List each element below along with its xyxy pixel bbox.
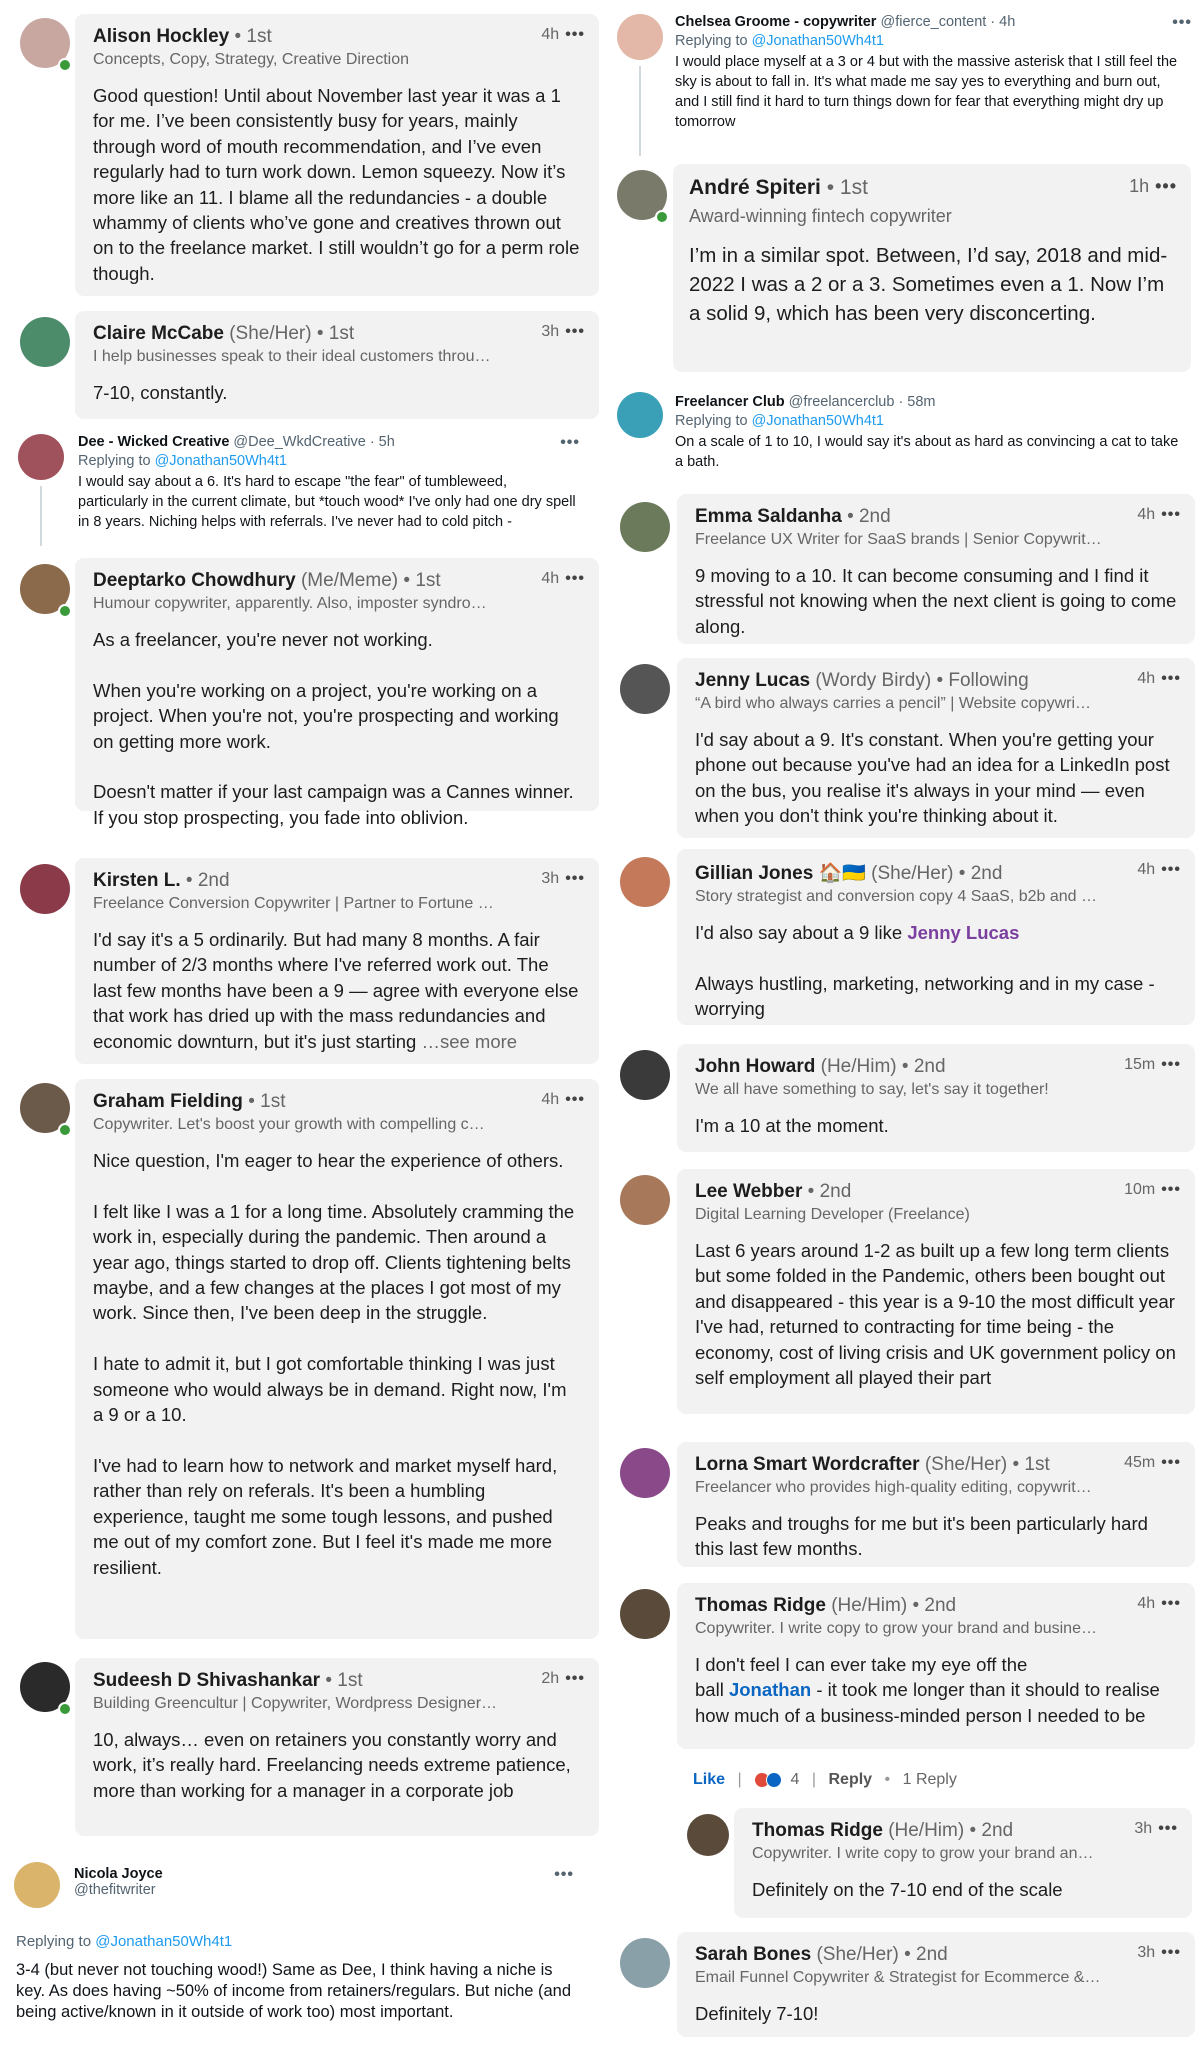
author-name[interactable]: Deeptarko Chowdhury [93,570,296,591]
comment-bubble [75,14,599,296]
more-options-icon[interactable]: ••• [565,323,585,340]
more-options-icon[interactable]: ••• [565,1670,585,1687]
comment-sudeesh [20,1662,585,1837]
avatar[interactable] [620,1938,670,1988]
replying-label: Replying to [675,413,748,429]
author-name[interactable]: Sarah Bones [695,1944,812,1965]
more-options-icon[interactable]: ••• [1161,1595,1181,1612]
reply-mention[interactable]: @Jonathan50Wh4t1 [751,33,884,49]
mention-link[interactable]: Jonathan [728,1679,812,1701]
pronouns: (He/Him) [820,1056,897,1077]
timestamp: 4h [541,1091,560,1108]
divider: | [811,1771,817,1788]
comment-text: Good question! Until about November last year it was a 1 for me. I’ve been consistently busy for years, mainly through word of mouth recommendation, and I’ve even regularly had to turn work down. Lemon squeezy. Now it’s more like an 11. I blame all the redundancies - a double whammy of clients who’ve gone and creatives thrown out on to the freelance market. I still wouldn’t go for a perm role though. [93,85,580,284]
timestamp: 15m [1124,1056,1156,1073]
comment-john-howard [620,1050,1195,1150]
avatar[interactable] [620,1050,670,1100]
author-handle: @fierce_content · 4h [880,14,1016,30]
more-options-icon[interactable]: ••• [1161,1454,1181,1471]
more-options-icon[interactable]: ••• [565,570,585,587]
comment-lee-webber [620,1175,1195,1415]
comment-bubble [677,1044,1195,1152]
comment-text-part: Always hustling, marketing, networking and in my case - worrying [695,972,1155,1020]
pronouns: (He/Him) [888,1820,965,1841]
connection-degree: • 1st [325,1670,363,1691]
comment-text: 7-10, constantly. [93,382,228,403]
author-name[interactable]: Lee Webber [695,1181,803,1202]
author-headline: “A bird who always carries a pencil” | Website copywri… [695,695,1091,712]
online-status-icon [58,1702,72,1716]
comment-text: Definitely on the 7-10 end of the scale [752,1879,1063,1900]
like-button[interactable]: Like [693,1771,726,1788]
online-status-icon [58,604,72,618]
pronouns: (She/Her) [816,1944,899,1965]
author-name[interactable]: Thomas Ridge [695,1595,826,1616]
tweet-freelancer-club [617,392,1192,472]
author-headline: I help businesses speak to their ideal customers throu… [93,348,491,365]
comment-text: I'm a 10 at the moment. [695,1115,889,1136]
comment-bubble [677,849,1195,1025]
tweet-dee [18,434,580,544]
online-status-icon [655,210,669,224]
author-headline: Building Greencultur | Copywriter, Wordpress Designer… [93,1695,498,1712]
author-name[interactable]: Graham Fielding [93,1091,243,1112]
more-options-icon[interactable]: ••• [1161,861,1181,878]
avatar[interactable] [620,664,670,714]
author-name[interactable]: Kirsten L. [93,870,181,891]
connection-degree: • 2nd [969,1820,1014,1841]
comment-text: 9 moving to a 10. It can become consuming and I find it stressful not knowing when the next client is going to come along. [695,565,1177,637]
more-options-icon[interactable]: ••• [1161,506,1181,523]
comment-jenny [620,664,1195,839]
tweet-chelsea [617,14,1192,154]
avatar[interactable] [620,857,670,907]
comment-bubble [75,558,599,828]
comment-text: Peaks and troughs for me but it's been particularly hard this last few months. [695,1513,1148,1560]
avatar[interactable] [617,14,663,60]
author-headline: Freelance Conversion Copywriter | Partner to Fortune … [93,895,494,912]
divider: • [884,1771,891,1788]
author-headline: Copywriter. I write copy to grow your brand an… [752,1845,1094,1862]
avatar[interactable] [620,1175,670,1225]
comment-lorna [620,1448,1195,1568]
more-options-icon[interactable]: ••• [1172,14,1192,31]
author-headline: Email Funnel Copywriter & Strategist for Ecommerce &… [695,1969,1101,1986]
author-name[interactable]: Nicola Joyce [74,1866,163,1882]
more-options-icon[interactable]: ••• [554,1866,574,1883]
comment-kirsten [20,864,585,1064]
timestamp: 4h [1137,670,1156,687]
pronouns: (She/Her) [871,863,954,884]
see-more-link[interactable]: …see more [421,1030,518,1052]
connection-degree: • 1st [826,176,868,199]
timestamp: 4h [541,26,560,43]
more-options-icon[interactable]: ••• [1161,1944,1181,1961]
tweet-text: I would say about a 6. It's hard to escape "the fear" of tumbleweed, particularly in the current climate, but *touch wood* I've only had one dry spell in 8 years. Niching helps with referrals. I've never had to cold pitch - [78,474,576,530]
author-headline: Award-winning fintech copywriter [689,206,952,226]
reply-mention[interactable]: @Jonathan50Wh4t1 [154,453,287,469]
author-handle: @freelancerclub · 58m [788,394,936,410]
author-name[interactable]: Lorna Smart Wordcrafter [695,1454,920,1475]
comment-text: As a freelancer, you're never not working. When you're working on a project, you're working on a project. When you're not, you're prospecting and working on getting more work. Doesn't matter if your last campaign was a Cannes winner. If you stop prospecting, you fade into oblivion. [93,629,574,828]
author-name[interactable]: Gillian Jones 🏠🇺🇦 [695,863,866,884]
connection-degree: • 2nd [904,1944,948,1965]
online-status-icon [58,58,72,72]
comment-emma [620,502,1195,647]
pronouns: (Me/Meme) [300,570,399,591]
connection-degree: • 2nd [807,1181,852,1202]
reply-mention[interactable]: @Jonathan50Wh4t1 [95,1933,233,1950]
comment-text: I'd say about a 9. It's constant. When you're getting your phone out because you've had an idea for a LinkedIn post on the bus, you realise it's always in your mind — even when you don't think you're thinking about it. [695,729,1170,827]
pronouns: (She/Her) [924,1454,1008,1475]
replying-label: Replying to [675,33,748,49]
reply-thomas-ridge [687,1814,1192,1919]
author-headline: We all have something to say, let's say it together! [695,1081,1049,1098]
author-name[interactable]: Chelsea Groome - copywriter [675,14,877,30]
comment-alison [20,18,585,300]
author-headline: Digital Learning Developer (Freelance) [695,1206,970,1223]
timestamp: 4h [1137,506,1156,523]
more-options-icon[interactable]: ••• [1161,670,1181,687]
comment-thomas-ridge [620,1589,1195,1788]
like-reaction-icon [766,1772,782,1788]
timestamp: 3h [541,323,560,340]
timestamp: 10m [1124,1181,1156,1198]
author-name[interactable]: John Howard [695,1056,816,1077]
connection-degree: • 2nd [847,506,891,527]
avatar[interactable] [18,434,64,480]
comment-bubble [677,494,1195,644]
tweet-text: 3-4 (but never not touching wood!) Same as Dee, I think having a niche is key. As does having ~50% of income from retainers/regulars. But niche (and being active/known in it outside of work too) most important. [16,1961,572,2021]
connection-degree: • 1st [403,570,441,591]
reply-button[interactable]: Reply [828,1771,873,1788]
author-headline: Story strategist and conversion copy 4 SaaS, b2b and … [695,888,1098,905]
comment-bubble [677,1932,1195,2037]
tweet-text: On a scale of 1 to 10, I would say it's about as hard as convincing a cat to take a bath. [675,434,1179,470]
comment-bubble [734,1808,1192,1918]
thread-line [639,66,641,156]
connection-degree: • 2nd [901,1056,946,1077]
reply-mention[interactable]: @Jonathan50Wh4t1 [751,413,884,429]
comment-bubble [75,1079,599,1639]
comment-bubble [75,858,599,1064]
author-name[interactable]: Emma Saldanha [695,506,842,527]
comment-actions [693,1771,957,1789]
author-headline: Copywriter. Let's boost your growth with compelling c… [93,1116,485,1133]
online-status-icon [58,1123,72,1137]
avatar[interactable] [687,1814,729,1856]
thread-line [40,486,42,546]
author-name[interactable]: Freelancer Club [675,394,785,410]
comment-graham [20,1083,585,1643]
author-name[interactable]: Jenny Lucas [695,670,811,691]
tweet-nicola [14,1862,584,2042]
comment-text: I’m in a similar spot. Between, I’d say, 2018 and mid-2022 I was a 2 or a 3. Sometimes even a 1. Now I’m a solid 9, which has been very disconcerting. [689,244,1168,325]
more-options-icon[interactable]: ••• [565,1091,585,1108]
comment-bubble [75,1658,599,1836]
comment-gillian [620,857,1195,1027]
comment-text-part: I don't feel I can ever take my eye off the ball [695,1654,1028,1701]
pronouns: (He/Him) [831,1595,908,1616]
divider: | [737,1771,742,1788]
comment-claire [20,317,585,417]
connection-degree: • 2nd [185,870,230,891]
connection-degree: • 1st [248,1091,286,1112]
comment-text [695,1652,1177,1728]
connection-degree: • 1st [234,26,272,47]
tweet-text: I would place myself at a 3 or 4 but with the massive asterisk that I still feel the sky is about to fall in. It's what made me say yes to everything and burn out, and I still find it hard to turn things down for fear that everything might dry up tomorrow [675,54,1178,130]
more-options-icon[interactable]: ••• [565,26,585,43]
more-options-icon[interactable]: ••• [1161,1056,1181,1073]
comment-text [93,927,581,1054]
more-options-icon[interactable]: ••• [1158,1820,1178,1837]
comment-text-content: I'd say it's a 5 ordinarily. But had many 8 months. A fair number of 2/3 months where I've referred work out. The last few months have been a 9 — agree with everyone else that work has dried up with the mass redundancies and economic downturn, but it's just starting [93,929,579,1052]
mention-link[interactable]: Jenny Lucas [907,922,1020,943]
author-headline: Freelance UX Writer for SaaS brands | Senior Copywrit… [695,531,1102,548]
timestamp: 3h [541,870,560,887]
connection-degree: • 2nd [958,863,1003,884]
comment-text: Nice question, I'm eager to hear the experience of others. I felt like I was a 1 for a long time. Absolutely cramming the work in, especially during the pandemic. Then around a year ago, things started to drop off. Clients tightening belts maybe, and a few changes at the places I got most of my work. Since then, I've been deep in the struggle. I hate to admit it, but I got comfortable thinking I was just someone who would always be in demand. Right now, I'm a 9 or a 10. I've had to learn how to network and market myself hard, rather than rely on referals. It's been a humbling experience, taught me some tough lessons, and pushed me out of my comfort zone. But I feel it's made me more resilient. [93,1150,575,1578]
avatar[interactable] [620,1589,670,1639]
author-handle: @Dee_WkdCreative · 5h [233,434,395,450]
timestamp: 2h [541,1670,560,1687]
timestamp: 4h [1137,861,1156,878]
author-name[interactable]: Thomas Ridge [752,1820,883,1841]
replying-label: Replying to [16,1933,92,1950]
replying-label: Replying to [78,453,151,469]
author-name[interactable]: Sudeesh D Shivashankar [93,1670,321,1691]
comment-text: 10, always… even on retainers you constantly worry and work, it’s really hard. Freelancing needs extreme patience, more than working for a manager in a corporate job [93,1729,571,1801]
avatar[interactable] [617,392,663,438]
comment-text-part: I'd also say about a 9 like [695,922,908,943]
pronouns: (Wordy Birdy) [815,670,932,691]
comment-text [695,920,1177,1022]
author-headline: Humour copywriter, apparently. Also, imposter syndro… [93,595,487,612]
author-name[interactable]: Dee - Wicked Creative [78,434,230,450]
more-options-icon[interactable]: ••• [560,434,580,451]
author-name[interactable]: André Spiteri [689,176,821,199]
comment-text-part: - it took me longer than it should to realise how much of a business-minded person I needed to be [695,1679,1160,1726]
comment-deeptarko [20,564,585,828]
connection-degree: • Following [936,670,1029,691]
comment-text: Last 6 years around 1-2 as built up a few long term clients but some folded in the Pandemic, others been bought out and disappeared - this year is a 9-10 the most difficult year I've had, returned to contracting for time being - the economy, cost of living crisis and UK government policy on self employment all played their part [695,1240,1176,1389]
comment-andre [617,170,1192,370]
timestamp: 3h [1134,1820,1153,1837]
reaction-count[interactable]: 4 [790,1771,800,1788]
avatar[interactable] [620,1448,670,1498]
connection-degree: • 1st [316,323,355,344]
comment-text: Definitely 7-10! [695,2003,819,2024]
more-options-icon[interactable]: ••• [1161,1181,1181,1198]
timestamp: 3h [1137,1944,1156,1961]
comment-bubble [677,1442,1195,1567]
timestamp: 1h [1129,176,1150,196]
author-handle: @thefitwriter [74,1882,156,1898]
avatar[interactable] [20,317,70,367]
avatar[interactable] [620,502,670,552]
pronouns: (She/Her) [229,323,312,344]
comment-bubble [677,1583,1195,1749]
author-name[interactable]: Alison Hockley [93,26,230,47]
avatar[interactable] [20,864,70,914]
more-options-icon[interactable]: ••• [1155,176,1177,196]
more-options-icon[interactable]: ••• [565,870,585,887]
author-headline: Freelancer who provides high-quality editing, copywrit… [695,1479,1092,1496]
connection-degree: • 2nd [912,1595,957,1616]
comment-bubble [677,1169,1195,1414]
replies-count[interactable]: 1 Reply [902,1771,957,1788]
timestamp: 4h [1137,1595,1156,1612]
comment-sarah-bones [620,1938,1195,2038]
comment-bubble [75,311,599,419]
comment-bubble [677,658,1195,838]
timestamp: 45m [1124,1454,1156,1471]
avatar[interactable] [14,1862,60,1908]
timestamp: 4h [541,570,560,587]
author-headline: Copywriter. I write copy to grow your brand and busine… [695,1620,1097,1637]
connection-degree: • 1st [1012,1454,1050,1475]
author-name[interactable]: Claire McCabe [93,323,224,344]
author-headline: Concepts, Copy, Strategy, Creative Direction [93,51,409,68]
comment-bubble [673,164,1191,372]
